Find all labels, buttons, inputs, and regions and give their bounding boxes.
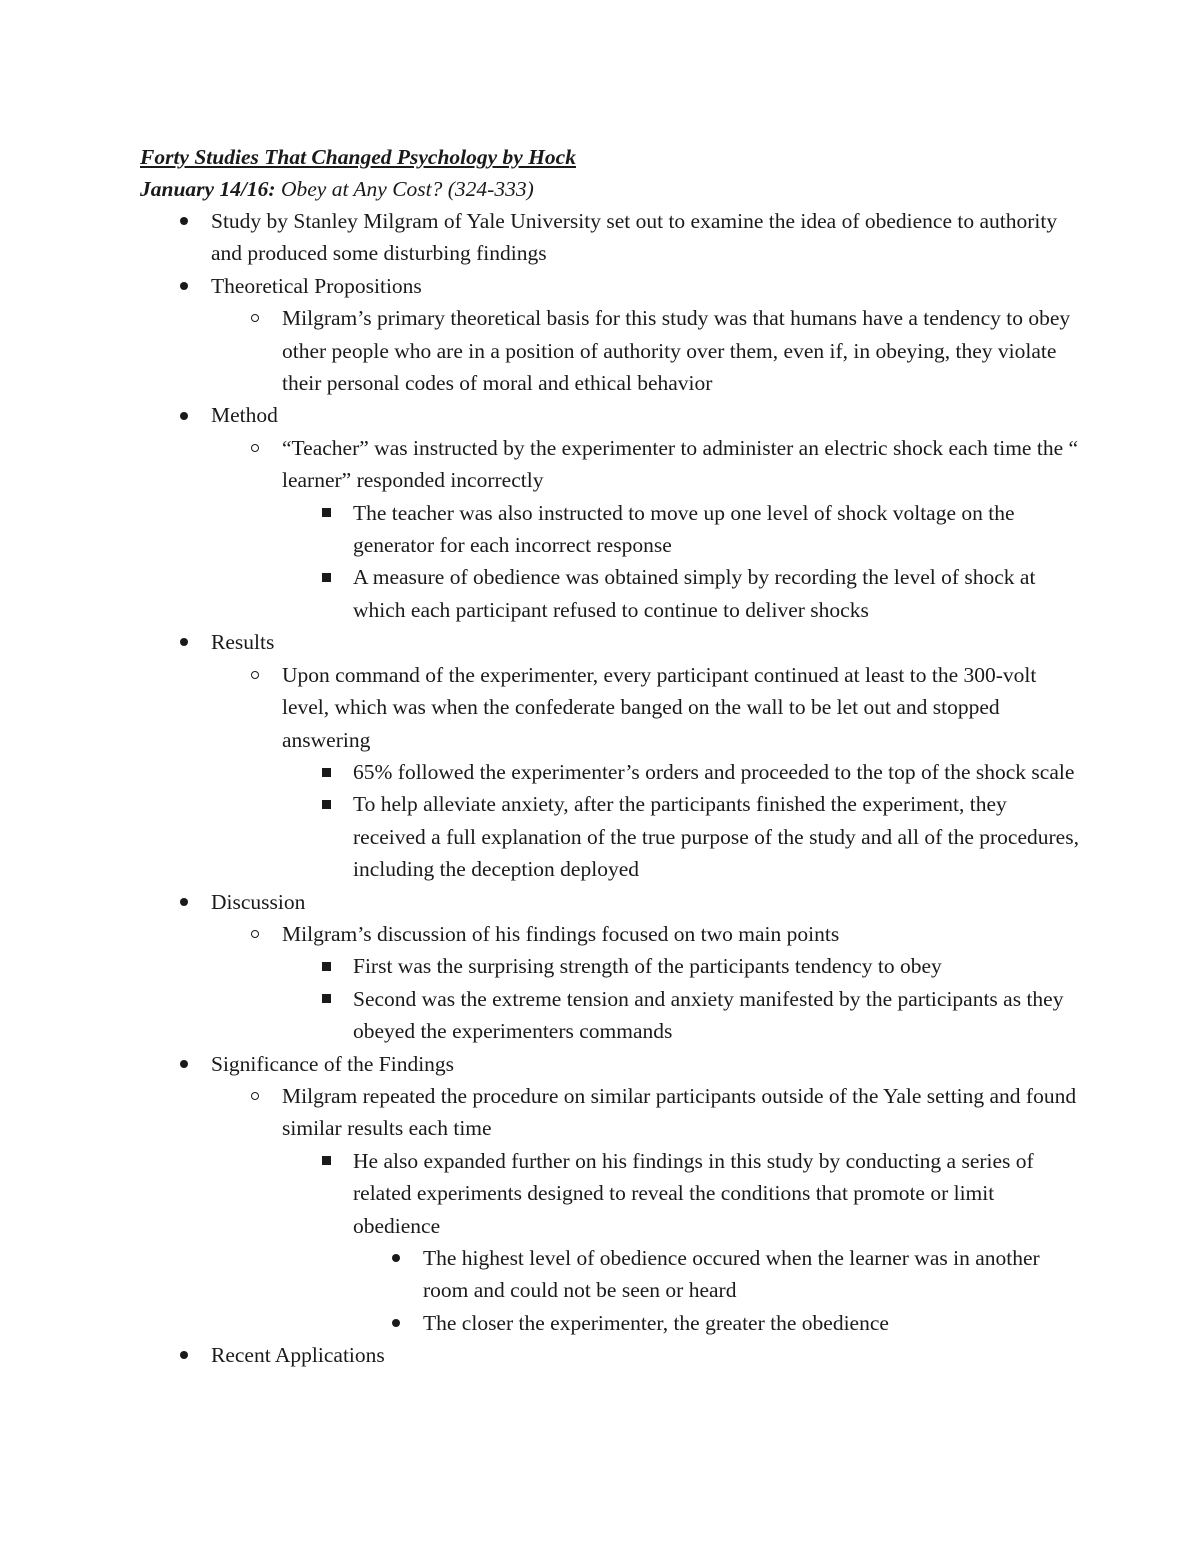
list-item	[140, 1048, 1080, 1080]
list-item: Second was the extreme tension and anxiety manifested by the participants as they obeyed the experimenters commands	[140, 983, 1080, 1048]
list-item: To help alleviate anxiety, after the participants finished the experiment, they received a full explanation of the true purpose of the study and all of the procedures, including the deception deployed	[140, 788, 1080, 885]
list-item	[140, 1339, 1080, 1371]
list-item	[140, 270, 1080, 302]
list-item	[140, 886, 1080, 918]
section-heading: Method	[211, 403, 278, 428]
section-heading: Significance of the Findings	[211, 1051, 455, 1076]
list-item: He also expanded further on his findings in this study by conducting a series of related experiments designed to reveal the conditions that promote or limit obedience	[140, 1145, 1080, 1242]
outline-list	[140, 205, 1080, 1372]
bullet-circle-icon	[245, 302, 265, 334]
bullet-dot-icon	[174, 270, 194, 302]
document-page	[140, 142, 1080, 1372]
bullet-square-icon	[316, 1145, 336, 1177]
section-heading: Results	[211, 630, 275, 655]
list-item: The teacher was also instructed to move up one level of shock voltage on the generator for each incorrect response	[140, 497, 1080, 562]
list-item: Milgram repeated the procedure on similar participants outside of the Yale setting and found similar results each time	[140, 1080, 1080, 1145]
subtitle-date: January 14/16:	[140, 177, 276, 201]
bullet-dot-icon	[174, 1339, 194, 1371]
bullet-square-icon	[316, 497, 336, 529]
bullet-dot-icon	[174, 399, 194, 431]
bullet-dot-icon	[386, 1242, 406, 1274]
bullet-dot-icon	[386, 1307, 406, 1339]
list-item: The highest level of obedience occured when the learner was in another room and could not be seen or heard	[140, 1242, 1080, 1307]
bullet-dot-icon	[174, 1048, 194, 1080]
section-heading: Theoretical Propositions	[211, 273, 422, 298]
list-item: Upon command of the experimenter, every participant continued at least to the 300-volt level, which was when the confederate banged on the wall to be let out and stopped answering	[140, 659, 1080, 756]
bullet-square-icon	[316, 983, 336, 1015]
list-item: Milgram’s primary theoretical basis for this study was that humans have a tendency to obey other people who are in a position of authority over them, even if, in obeying, they violate their personal codes of moral and ethical behavior	[140, 302, 1080, 399]
section-heading: Discussion	[211, 889, 306, 914]
list-item	[140, 399, 1080, 431]
bullet-dot-icon	[174, 205, 194, 237]
bullet-dot-icon	[174, 626, 194, 658]
subtitle-topic: Obey at Any Cost? (324-333)	[280, 177, 534, 201]
list-item	[140, 626, 1080, 658]
list-item: Milgram’s discussion of his findings focused on two main points	[140, 918, 1080, 950]
bullet-square-icon	[316, 561, 336, 593]
section-heading: Recent Applications	[211, 1343, 385, 1368]
document-title: Forty Studies That Changed Psychology by Hock	[140, 145, 576, 169]
list-item: Study by Stanley Milgram of Yale University set out to examine the idea of obedience to authority and produced some disturbing findings	[140, 205, 1080, 270]
bullet-dot-icon	[174, 886, 194, 918]
list-item: First was the surprising strength of the participants tendency to obey	[140, 950, 1080, 982]
bullet-circle-icon	[245, 432, 265, 464]
bullet-square-icon	[316, 788, 336, 820]
bullet-circle-icon	[245, 918, 265, 950]
bullet-square-icon	[316, 950, 336, 982]
bullet-square-icon	[316, 756, 336, 788]
list-item: 65% followed the experimenter’s orders and proceeded to the top of the shock scale	[140, 756, 1080, 788]
document-subtitle	[140, 173, 1080, 205]
list-item: “Teacher” was instructed by the experimenter to administer an electric shock each time the “ learner” responded incorrectly	[140, 432, 1080, 497]
list-item: A measure of obedience was obtained simply by recording the level of shock at which each participant refused to continue to deliver shocks	[140, 561, 1080, 626]
list-item: The closer the experimenter, the greater the obedience	[140, 1307, 1080, 1339]
bullet-circle-icon	[245, 659, 265, 691]
bullet-circle-icon	[245, 1080, 265, 1112]
